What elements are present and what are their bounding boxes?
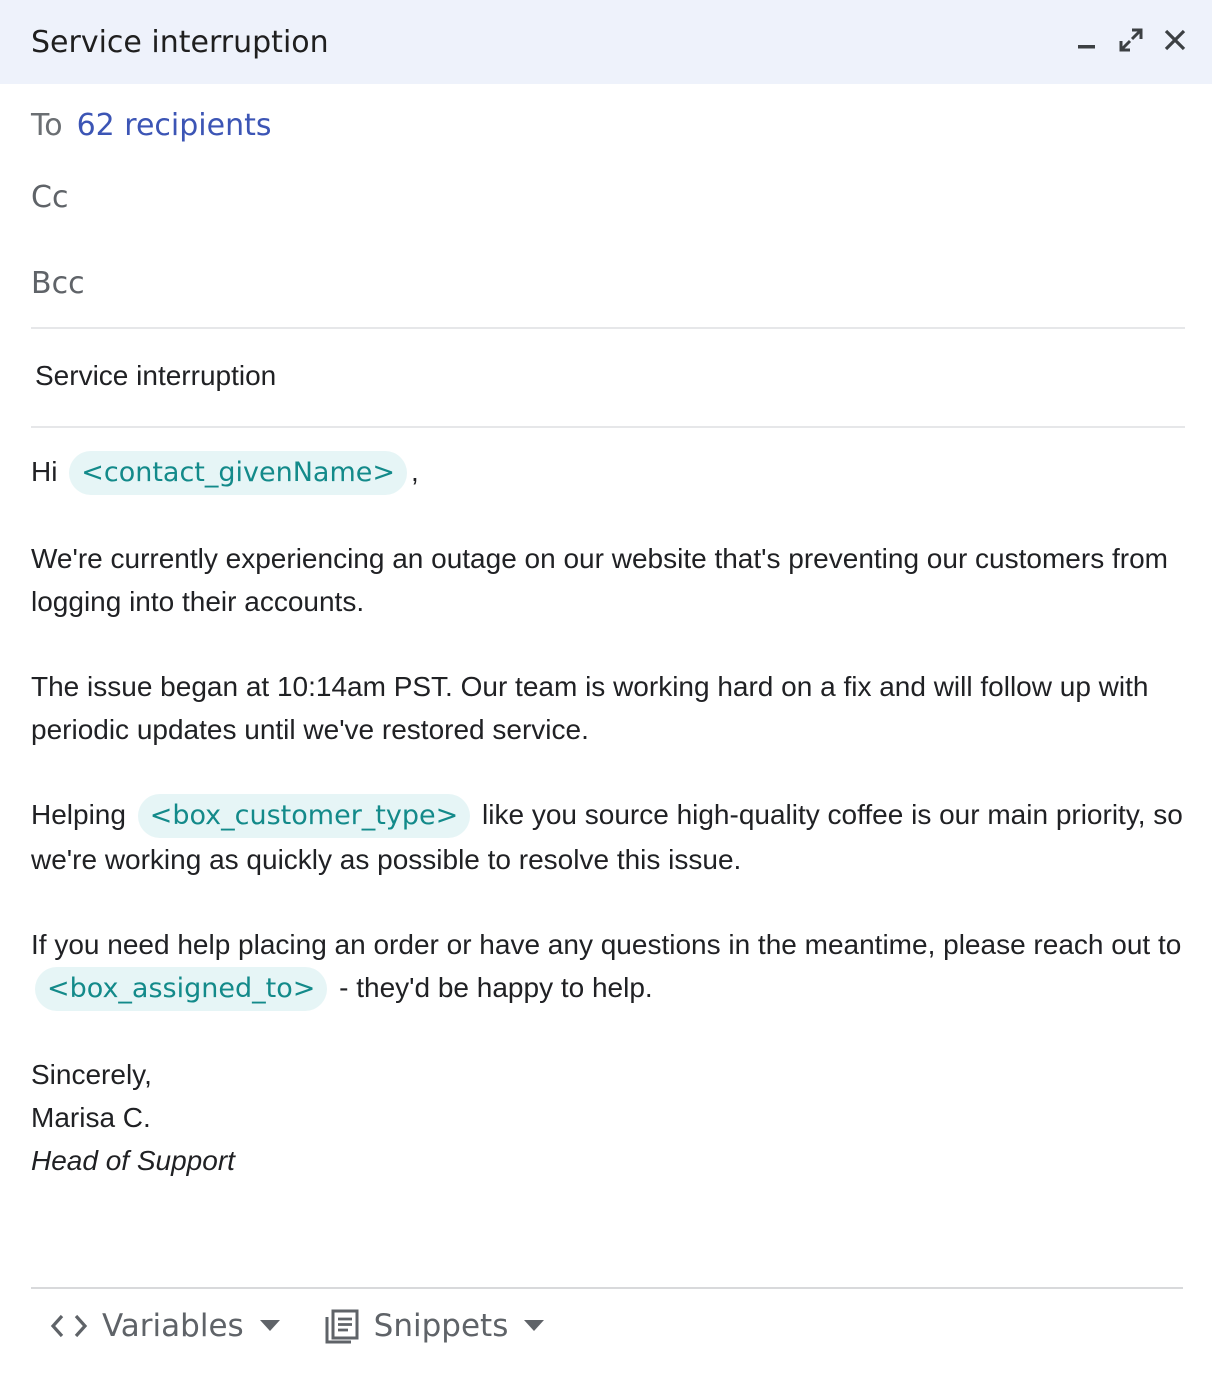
compose-header: [0, 0, 1212, 84]
variable-chip-given-name[interactable]: <contact_givenName>: [69, 451, 407, 495]
caret-down-icon: [260, 1320, 280, 1332]
paragraph-1: We're currently experiencing an outage on our website that's preventing our customers from logging into their accounts.: [31, 543, 1168, 617]
close-button[interactable]: [1160, 22, 1190, 58]
paragraph-4-start: If you need help placing an order or have any questions in the meantime, please reach out to: [31, 929, 1182, 960]
expand-icon: [1118, 27, 1144, 53]
expand-button[interactable]: [1116, 22, 1146, 58]
footer-divider: [31, 1287, 1183, 1289]
snippets-button[interactable]: [324, 1308, 545, 1344]
bcc-label: Bcc: [31, 266, 85, 301]
variables-label: Variables: [102, 1308, 244, 1344]
cc-field[interactable]: [31, 180, 68, 215]
greeting-end: ,: [411, 456, 419, 487]
code-brackets-icon: [50, 1311, 88, 1341]
signoff: Sincerely,: [31, 1059, 152, 1090]
compose-footer: [50, 1308, 544, 1344]
snippets-label: Snippets: [373, 1308, 509, 1344]
subject-field[interactable]: Service interruption: [35, 360, 277, 391]
caret-down-icon: [524, 1320, 544, 1332]
variable-chip-assigned-to[interactable]: <box_assigned_to>: [35, 967, 327, 1011]
divider: [31, 327, 1185, 329]
bcc-field[interactable]: [31, 266, 85, 301]
message-body[interactable]: [31, 450, 1191, 1182]
variables-button[interactable]: [50, 1308, 280, 1344]
to-label: To: [31, 108, 63, 143]
variable-chip-customer-type[interactable]: <box_customer_type>: [138, 794, 471, 838]
paragraph-3-start: Helping: [31, 799, 126, 830]
divider: [31, 426, 1185, 428]
paragraph-4-end: - they'd be happy to help.: [339, 972, 653, 1003]
sender-title: Head of Support: [31, 1145, 235, 1176]
greeting-text: Hi: [31, 456, 58, 487]
paragraph-2: The issue began at 10:14am PST. Our team is working hard on a fix and will follow up with periodic updates until we've restored service.: [31, 671, 1149, 745]
window-title: Service interruption: [31, 24, 329, 60]
snippets-icon: [324, 1308, 360, 1344]
close-icon: [1163, 28, 1187, 52]
minimize-button[interactable]: [1072, 22, 1102, 58]
paragraph-3: [31, 793, 1191, 881]
window-controls: [1072, 22, 1190, 58]
signature: [31, 1053, 1191, 1182]
cc-label: Cc: [31, 180, 69, 215]
greeting-line: [31, 450, 1191, 495]
minimize-icon: [1076, 29, 1098, 51]
recipients-link[interactable]: 62 recipients: [76, 108, 272, 143]
to-field[interactable]: [31, 108, 272, 143]
paragraph-3-end: like you source high-quality coffee is our main priority, so we're working as quickly as possible to resolve this issue.: [31, 799, 1183, 875]
paragraph-4: [31, 923, 1191, 1011]
sender-name: Marisa C.: [31, 1102, 151, 1133]
